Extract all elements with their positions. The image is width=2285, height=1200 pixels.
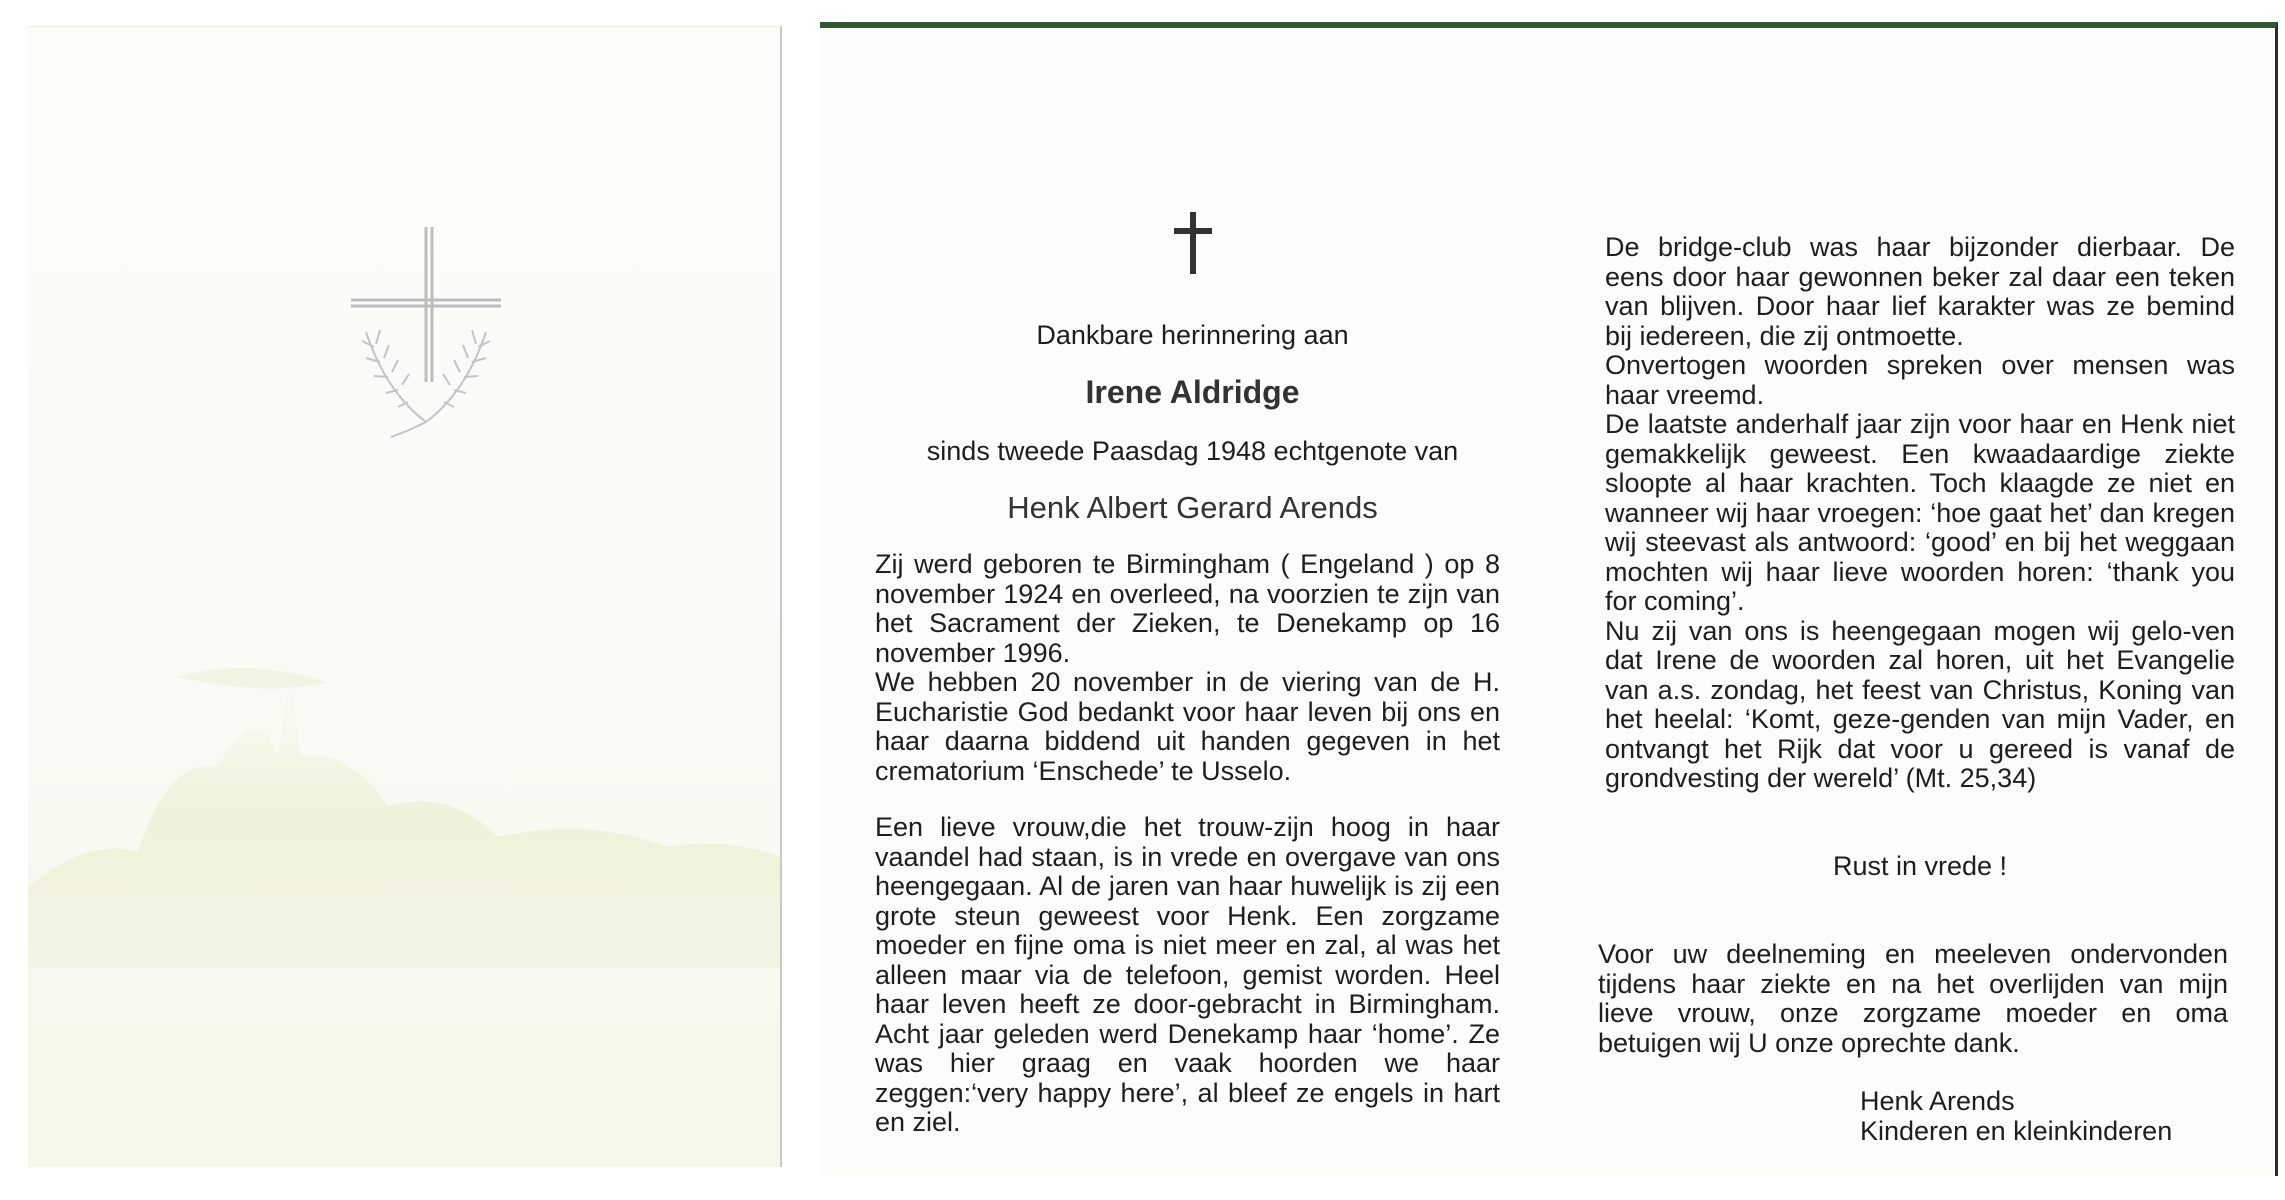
funeral-text: We hebben 20 november in de viering van de H. Eucharistie God bedankt voor haar leven bij ons en haar daarna biddend uit handen gegeven in het crematorium ‘Enschede’ te Usselo.: [875, 667, 1500, 786]
church-landscape-illustration: [28, 637, 780, 967]
front-card: [28, 26, 782, 1167]
signature-name: Henk Arends: [1860, 1086, 2015, 1116]
deceased-name: Irene Aldridge: [1085, 374, 1300, 410]
biography-paragraph: [875, 550, 1500, 786]
inner-card: [820, 22, 2278, 1176]
signature-family: Kinderen en kleinkinderen: [1860, 1116, 2173, 1146]
intro-line: Dankbare herinnering aan: [1036, 320, 1349, 350]
latin-cross-icon: [1168, 208, 1218, 278]
thanks-paragraph: [1598, 940, 2228, 1058]
bridge-club-text: De bridge-club was haar bijzonder dierbaar. De eens door haar gewonnen beker zal daar een teken van blijven. Door haar lief karakter was ze bemind bij iedereen, die zij ontmoette.: [1605, 232, 2235, 351]
rest-in-peace: Rust in vrede !: [1832, 851, 2008, 881]
character-text: Een lieve vrouw,die het trouw-zijn hoog in haar vaandel had staan, is in vrede en overgave van ons heengegaan. Al de jaren van haar huwelijk is zij een grote steun geweest voor Henk. Een zorgzame moeder en fijne oma is niet meer en zal, al was het alleen maar via de telefoon, gemist worden. Heel haar leven heeft ze door-gebracht in Birmingham. Acht jaar geleden werd Denekamp haar ‘home’. Ze was hier graag en vaak hoorden we haar zeggen:‘very happy here’, al bleef ze engels in hart en ziel.: [875, 812, 1500, 1137]
gospel-text: Nu zij van ons is heengegaan mogen wij gelo-ven dat Irene de woorden zal horen, uit het Evangelie van a.s. zondag, het feest van Christus, Koning van het heelal: ‘Komt, geze-genden van mijn Vader, en ontvangt het Rijk dat voor u gereed is vanaf de grondvesting der wereld’ (Mt. 25,34): [1605, 615, 2235, 793]
illness-text: De laatste anderhalf jaar zijn voor haar en Henk niet gemakkelijk geweest. Een kwaadaardige ziekte sloopte al haar krachten. Toch klaagde ze niet en wanneer wij haar vroegen: ‘hoe gaat het’ dan kregen wij steevast als antwoord: ‘good’ en bij het weggaan mochten wij haar lieve woorden horen: ‘thank you for coming’.: [1605, 409, 2235, 616]
husband-name: Henk Albert Gerard Arends: [1007, 490, 1378, 525]
birth-death-text: Zij werd geboren te Birmingham ( Engeland ) op 8 november 1924 en overleed, na voorzien te zijn van het Sacrament der Zieken, te Denekamp op 16 november 1996.: [875, 549, 1500, 668]
thanks-text: Voor uw deelneming en meeleven ondervonden tijdens haar ziekte en na het overlijden van mijn lieve vrouw, onze zorgzame moeder en oma betuigen wij U onze oprechte dank.: [1598, 939, 2228, 1058]
cross-with-palm-branches-icon: [346, 222, 506, 442]
kind-words-text: Onvertogen woorden spreken over mensen was haar vreemd.: [1605, 350, 2235, 410]
marriage-line: sinds tweede Paasdag 1948 echtgenote van: [926, 436, 1459, 466]
character-paragraph: [875, 813, 1500, 1138]
remembrance-paragraphs: [1605, 233, 2235, 794]
